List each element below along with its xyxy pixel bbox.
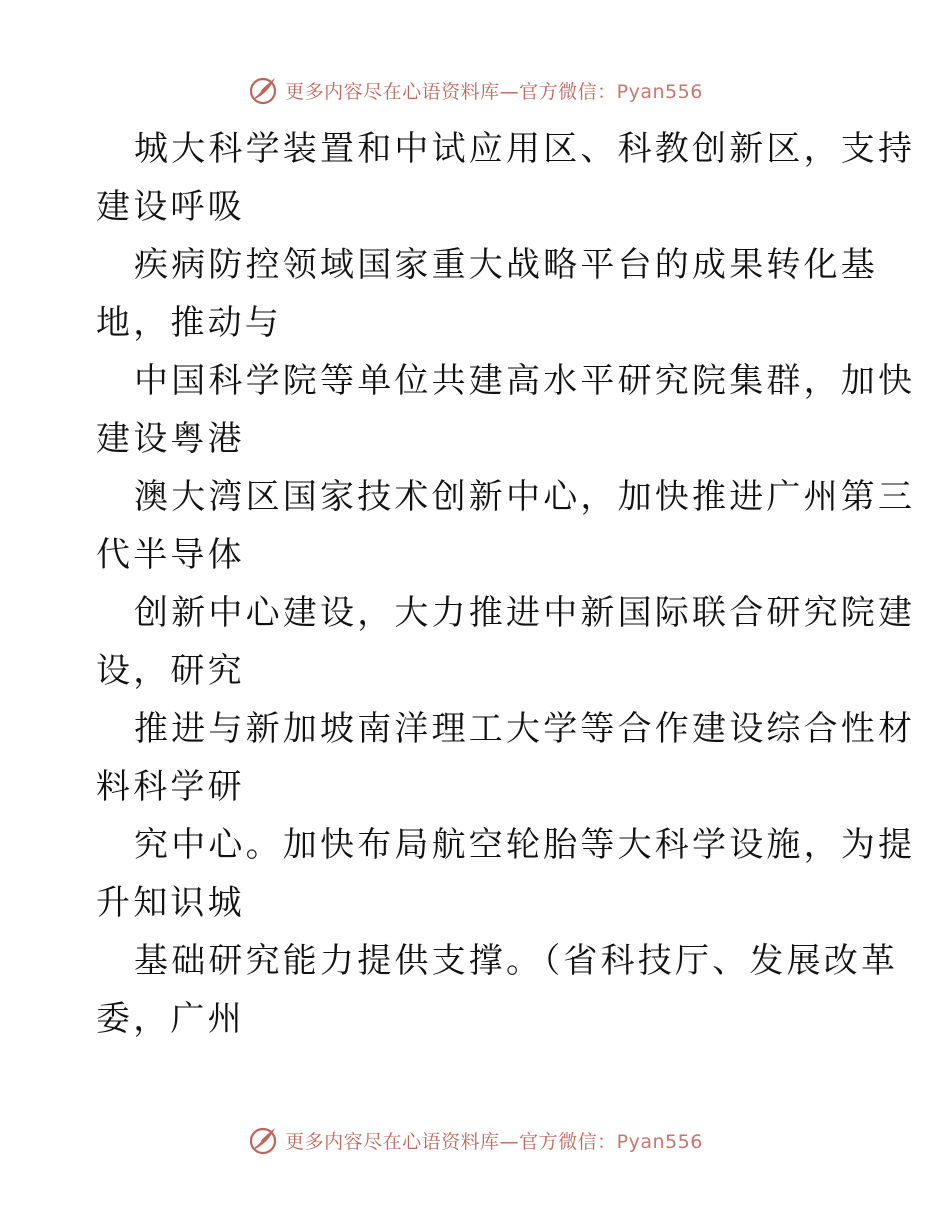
paragraph <box>96 236 878 352</box>
text-line: 建设粤港 <box>96 419 245 459</box>
watermark-text: 更多内容尽在心语资料库—官方微信：Pyan556 <box>285 80 703 103</box>
paragraph <box>96 700 916 816</box>
header-watermark <box>0 70 950 110</box>
feather-seal-icon <box>247 1124 279 1156</box>
footer-watermark <box>0 1120 950 1160</box>
paragraph <box>96 932 899 1048</box>
document-body <box>96 120 916 1048</box>
paragraph <box>96 816 916 932</box>
paragraph <box>96 468 916 584</box>
text-line: 城大科学装置和中试应用区、科教创新区，支持 <box>134 129 916 169</box>
watermark-wechat-id: Pyan556 <box>616 1130 703 1153</box>
paragraph <box>96 584 916 700</box>
text-line: 代半导体 <box>96 535 245 575</box>
feather-seal-icon <box>247 74 279 106</box>
text-line: 基础研究能力提供支撑。（省科技厅、发展改革 <box>134 941 899 981</box>
text-line: 设，研究 <box>96 651 245 691</box>
watermark-wechat-id: Pyan556 <box>616 80 703 103</box>
text-line: 疾病防控领域国家重大战略平台的成果转化基 <box>134 245 878 285</box>
watermark-text: 更多内容尽在心语资料库—官方微信：Pyan556 <box>285 1130 703 1153</box>
text-line: 建设呼吸 <box>96 187 245 227</box>
text-line: 创新中心建设，大力推进中新国际联合研究院建 <box>134 593 916 633</box>
text-line: 地，推动与 <box>96 303 282 343</box>
text-line: 究中心。加快布局航空轮胎等大科学设施，为提 <box>134 825 916 865</box>
text-line: 推进与新加坡南洋理工大学等合作建设综合性材 <box>134 709 916 749</box>
text-line: 料科学研 <box>96 767 245 807</box>
text-line: 澳大湾区国家技术创新中心，加快推进广州第三 <box>134 477 916 517</box>
text-line: 中国科学院等单位共建高水平研究院集群，加快 <box>134 361 916 401</box>
text-line: 委，广州 <box>96 999 245 1039</box>
text-line: 升知识城 <box>96 883 245 923</box>
paragraph <box>96 120 916 236</box>
paragraph <box>96 352 916 468</box>
